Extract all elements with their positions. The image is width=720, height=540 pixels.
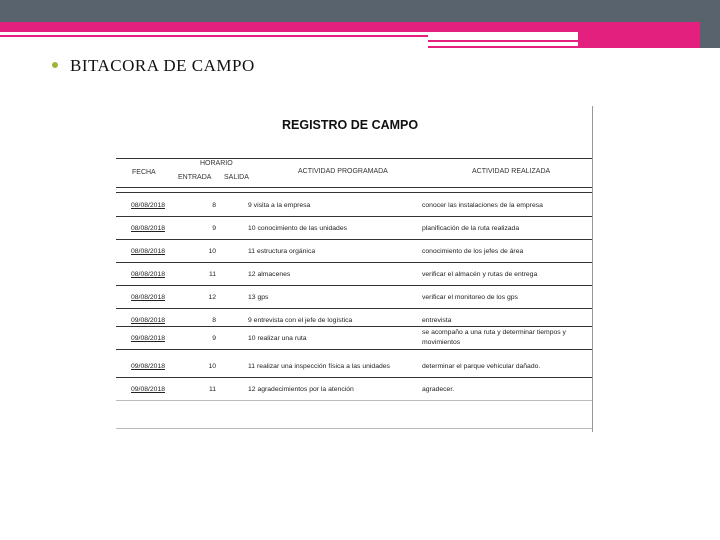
row-date: 08/08/2018	[131, 294, 166, 301]
top-banner-dark	[0, 0, 720, 22]
row-entrada: 9	[212, 225, 216, 232]
document-title: REGISTRO DE CAMPO	[282, 118, 419, 132]
header-fecha: FECHA	[132, 169, 156, 176]
row-date: 08/08/2018	[131, 271, 166, 278]
row-programada: 11 estructura orgánica	[248, 248, 316, 255]
header-salida: SALIDA	[224, 174, 249, 181]
row-realizada: verificar el almacén y rutas de entrega	[422, 271, 538, 278]
row-date: 09/08/2018	[131, 363, 166, 370]
table-row	[116, 240, 592, 262]
row-date: 09/08/2018	[131, 317, 166, 324]
row-entrada: 9	[212, 335, 216, 342]
row-date: 08/08/2018	[131, 202, 166, 209]
slide-title-text: BITACORA DE CAMPO	[70, 56, 255, 75]
table-row	[116, 378, 592, 400]
table-row	[116, 286, 592, 308]
document-image	[116, 106, 596, 436]
decorative-stripe	[428, 46, 578, 48]
row-date: 08/08/2018	[131, 225, 166, 232]
top-banner-pink-tab	[578, 22, 720, 48]
row-programada: 12 agradecimientos por la atención	[248, 386, 354, 393]
row-realizada: conocimiento de los jefes de área	[422, 248, 524, 255]
decorative-stripe	[428, 40, 668, 42]
row-realizada: planificación de la ruta realizada	[422, 225, 520, 232]
row-entrada: 11	[208, 386, 216, 393]
row-programada: 9 entrevista con el jefe de logística	[248, 317, 353, 324]
table-divider	[116, 192, 592, 193]
row-realizada: conocer las instalaciones de la empresa	[422, 202, 543, 209]
row-programada: 11 realizar una inspección física a las unidades	[248, 363, 390, 370]
slide-title	[52, 56, 255, 76]
row-programada: 13 gps	[248, 294, 269, 301]
row-realizada: se acompaño a una ruta y determinar tiempos y movimientos	[422, 329, 566, 346]
header-programada: ACTIVIDAD PROGRAMADA	[298, 168, 388, 175]
row-date: 09/08/2018	[131, 386, 166, 393]
row-programada: 10 realizar una ruta	[248, 335, 307, 342]
table-bottom-border	[116, 428, 592, 429]
row-date: 09/08/2018	[131, 335, 166, 342]
row-entrada: 12	[208, 294, 216, 301]
table-row	[116, 355, 592, 377]
table-divider	[116, 349, 592, 350]
header-horario: HORARIO	[200, 160, 233, 167]
row-entrada: 8	[212, 317, 216, 324]
row-entrada: 11	[208, 271, 216, 278]
row-date: 08/08/2018	[131, 248, 166, 255]
table-row	[116, 327, 592, 349]
row-realizada: verificar el monitoreo de los gps	[422, 294, 518, 301]
table-row	[116, 194, 592, 216]
bullet-icon	[52, 62, 58, 68]
table-border-right	[592, 106, 593, 432]
table-divider	[116, 400, 592, 401]
row-entrada: 8	[212, 202, 216, 209]
row-realizada: agradecer.	[422, 386, 455, 393]
row-entrada: 10	[208, 248, 216, 255]
row-realizada: determinar el parque vehicular dañado.	[422, 363, 541, 370]
top-banner-dark-tab	[700, 0, 720, 48]
header-realizada: ACTIVIDAD REALIZADA	[472, 168, 551, 175]
row-programada: 9 visita a la empresa	[248, 202, 311, 209]
table-row	[116, 263, 592, 285]
header-entrada: ENTRADA	[178, 174, 212, 181]
row-entrada: 10	[208, 363, 216, 370]
table-row	[116, 217, 592, 239]
table-header	[116, 158, 592, 188]
row-realizada: entrevista	[422, 317, 452, 324]
row-programada: 10 conocimiento de las unidades	[248, 225, 347, 232]
decorative-stripe	[0, 35, 428, 37]
row-programada: 12 almacenes	[248, 271, 291, 278]
